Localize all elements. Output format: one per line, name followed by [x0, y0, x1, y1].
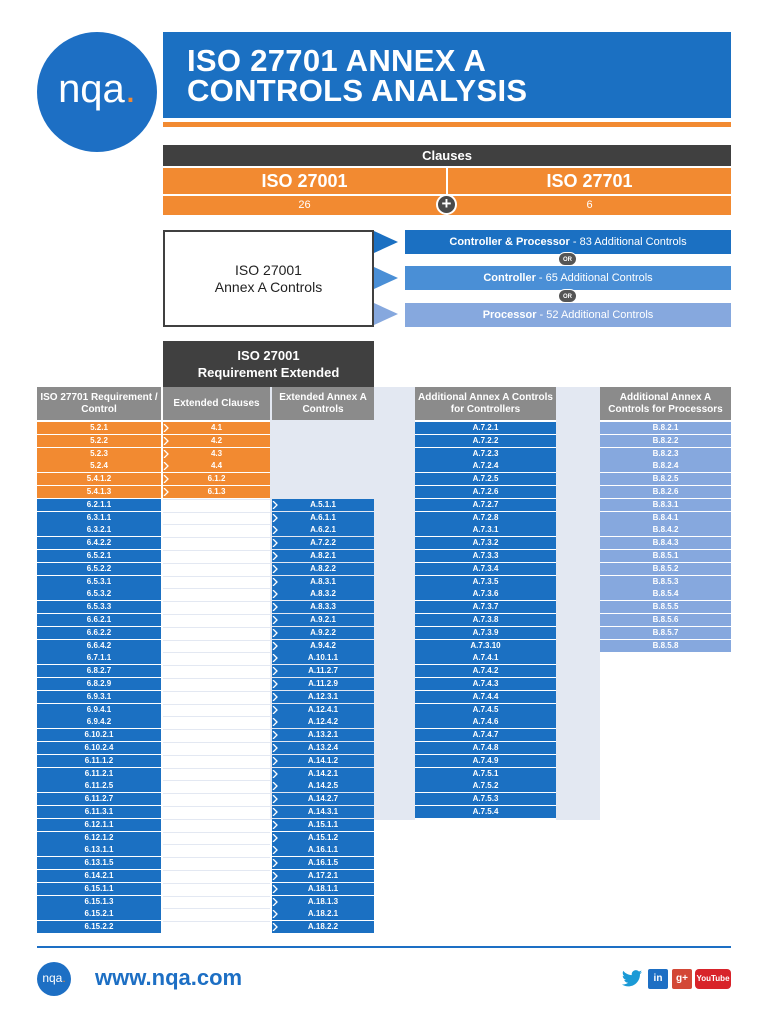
controller-control-cell: A.7.5.1 [415, 768, 556, 780]
requirement-cell: 6.6.2.1 [37, 614, 161, 626]
requirement-cell: 6.6.4.2 [37, 640, 161, 652]
processor-control-cell: B.8.4.3 [600, 537, 731, 549]
extended-annex-cell: A.11.2.7 [272, 665, 374, 677]
chevron-right-icon [272, 731, 278, 739]
extended-annex-cell: A.14.2.7 [272, 793, 374, 805]
option-bold: Controller [483, 272, 536, 284]
empty-clause-cell [163, 908, 270, 920]
chevron-right-icon [272, 821, 278, 829]
chevron-right-icon [272, 667, 278, 675]
website-link[interactable]: www.nqa.com [95, 965, 243, 990]
controller-control-cell: A.7.3.1 [415, 524, 556, 536]
controller-control-cell: A.7.4.4 [415, 691, 556, 703]
footer-divider [37, 946, 731, 948]
empty-clause-cell [163, 537, 270, 549]
chevron-right-icon [163, 488, 169, 496]
requirement-cell: 6.5.3.3 [37, 601, 161, 613]
chevron-right-icon [272, 578, 278, 586]
footer-logo-dot: . [62, 971, 66, 985]
controller-control-cell: A.7.5.4 [415, 806, 556, 818]
requirement-cell: 5.4.1.2 [37, 473, 161, 485]
controller-control-cell: A.7.3.3 [415, 550, 556, 562]
extended-clause-cell: 4.2 [163, 435, 270, 447]
chevron-right-icon [272, 680, 278, 688]
footer-nqa-logo [37, 962, 71, 996]
chevron-right-icon [163, 437, 169, 445]
empty-clause-cell [163, 755, 270, 767]
requirement-cell: 6.5.3.2 [37, 588, 161, 600]
empty-clause-cell [163, 704, 270, 716]
requirement-cell: 6.8.2.7 [37, 665, 161, 677]
title-line-1: ISO 27701 ANNEX A [187, 43, 487, 78]
requirement-cell: 5.2.2 [37, 435, 161, 447]
extended-annex-cell: A.8.3.1 [272, 576, 374, 588]
requirement-cell: 6.11.1.2 [37, 755, 161, 767]
extended-annex-cell: A.8.2.2 [272, 563, 374, 575]
chevron-right-icon [163, 462, 169, 470]
iso27701-label: ISO 27701 [448, 168, 731, 194]
requirement-cell: 6.11.2.1 [37, 768, 161, 780]
controller-control-cell: A.7.3.5 [415, 576, 556, 588]
extended-annex-cell: A.18.2.1 [272, 908, 374, 920]
req-ext-line-2: Requirement Extended [197, 365, 340, 380]
extended-annex-cell: A.12.3.1 [272, 691, 374, 703]
chevron-right-icon [272, 846, 278, 854]
empty-clause-cell [163, 806, 270, 818]
processor-control-cell: B.8.2.5 [600, 473, 731, 485]
requirement-cell: 6.11.2.5 [37, 780, 161, 792]
extended-annex-cell: A.14.1.2 [272, 755, 374, 767]
extended-annex-cell: A.9.2.2 [272, 627, 374, 639]
empty-clause-cell [163, 524, 270, 536]
col-header-extended-clauses: Extended Clauses [163, 387, 270, 420]
chevron-right-icon [163, 424, 169, 432]
extended-annex-cell: A.16.1.5 [272, 857, 374, 869]
processor-control-cell: B.8.4.2 [600, 524, 731, 536]
empty-clause-cell [163, 729, 270, 741]
processor-control-cell: B.8.5.1 [600, 550, 731, 562]
requirement-cell: 6.5.2.1 [37, 550, 161, 562]
controller-control-cell: A.7.4.9 [415, 755, 556, 767]
arrow-icon [374, 231, 398, 253]
requirement-cell: 6.5.2.2 [37, 563, 161, 575]
extended-annex-cell: A.9.2.1 [272, 614, 374, 626]
chevron-right-icon [272, 526, 278, 534]
processor-control-cell: B.8.2.3 [600, 448, 731, 460]
controller-control-cell: A.7.4.3 [415, 678, 556, 690]
extended-clause-cell: 4.3 [163, 448, 270, 460]
controller-control-cell: A.7.5.2 [415, 780, 556, 792]
requirement-cell: 6.9.3.1 [37, 691, 161, 703]
chevron-right-icon [272, 629, 278, 637]
requirement-cell: 6.12.1.2 [37, 832, 161, 844]
annex-box-line-2: Annex A Controls [214, 279, 323, 295]
empty-clause-cell [163, 883, 270, 895]
col-header-controllers: Additional Annex A Controls for Controllers [415, 387, 556, 420]
empty-clause-cell [163, 614, 270, 626]
chevron-right-icon [272, 654, 278, 662]
controller-control-cell: A.7.3.2 [415, 537, 556, 549]
requirement-cell: 6.13.1.5 [37, 857, 161, 869]
extended-annex-cell: A.8.3.2 [272, 588, 374, 600]
chevron-right-icon [272, 706, 278, 714]
requirement-cell: 6.15.1.1 [37, 883, 161, 895]
chevron-right-icon [272, 552, 278, 560]
extended-annex-cell: A.16.1.1 [272, 844, 374, 856]
processor-control-cell: B.8.5.2 [600, 563, 731, 575]
requirement-cell: 6.10.2.4 [37, 742, 161, 754]
twitter-icon[interactable] [621, 969, 643, 989]
controller-control-cell: A.7.3.6 [415, 588, 556, 600]
chevron-right-icon [272, 923, 278, 931]
controller-control-cell: A.7.2.5 [415, 473, 556, 485]
extended-annex-cell: A.14.2.5 [272, 780, 374, 792]
arrow-icon [374, 267, 398, 289]
empty-clause-cell [163, 563, 270, 575]
requirement-cell: 6.2.1.1 [37, 499, 161, 511]
extended-annex-cell: A.18.1.3 [272, 896, 374, 908]
requirement-cell: 6.10.2.1 [37, 729, 161, 741]
empty-clause-cell [163, 588, 270, 600]
iso27001-label: ISO 27001 [163, 168, 446, 194]
extended-annex-cell: A.14.2.1 [272, 768, 374, 780]
controller-control-cell: A.7.3.10 [415, 640, 556, 652]
requirement-cell: 6.15.2.1 [37, 908, 161, 920]
controller-control-cell: A.7.3.7 [415, 601, 556, 613]
empty-clause-cell [163, 742, 270, 754]
extended-clause-cell: 4.4 [163, 460, 270, 472]
or-badge: OR [558, 289, 577, 303]
chevron-right-icon [272, 744, 278, 752]
col-header-requirement: ISO 27701 Requirement / Control [37, 387, 161, 420]
option-text: - 52 Additional Controls [536, 309, 654, 321]
extended-annex-cell: A.8.3.3 [272, 601, 374, 613]
empty-clause-cell [163, 550, 270, 562]
extended-clause-cell: 6.1.2 [163, 473, 270, 485]
nqa-logo [37, 32, 157, 152]
extended-annex-cell: A.11.2.9 [272, 678, 374, 690]
controller-control-cell: A.7.5.3 [415, 793, 556, 805]
iso27001-count: 26 [163, 196, 446, 215]
extended-annex-cell: A.6.1.1 [272, 512, 374, 524]
requirement-cell: 6.4.2.2 [37, 537, 161, 549]
option-bold: Controller & Processor [449, 236, 570, 248]
chevron-right-icon [272, 834, 278, 842]
req-ext-line-1: ISO 27001 [237, 348, 300, 363]
empty-clause-cell [163, 627, 270, 639]
linkedin-icon[interactable]: in [648, 969, 668, 989]
processor-control-cell: B.8.2.2 [600, 435, 731, 447]
footer-logo-text: nqa [42, 971, 63, 985]
controller-control-cell: A.7.3.4 [415, 563, 556, 575]
extended-clause-cell: 4.1 [163, 422, 270, 434]
controller-control-cell: A.7.2.3 [415, 448, 556, 460]
requirement-cell: 6.15.2.2 [37, 921, 161, 933]
controller-control-cell: A.7.2.4 [415, 460, 556, 472]
chevron-right-icon [272, 514, 278, 522]
controller-control-cell: A.7.4.6 [415, 716, 556, 728]
empty-clause-cell [163, 499, 270, 511]
empty-clause-cell [163, 870, 270, 882]
extended-annex-cell: A.7.2.2 [272, 537, 374, 549]
extended-annex-cell: A.9.4.2 [272, 640, 374, 652]
extended-annex-cell: A.14.3.1 [272, 806, 374, 818]
processor-control-cell: B.8.3.1 [600, 499, 731, 511]
controller-control-cell: A.7.4.2 [415, 665, 556, 677]
option-bold: Processor [482, 309, 537, 321]
controller-control-cell: A.7.4.5 [415, 704, 556, 716]
empty-clause-cell [163, 921, 270, 933]
requirement-cell: 6.8.2.9 [37, 678, 161, 690]
controller-control-cell: A.7.2.1 [415, 422, 556, 434]
empty-clause-cell [163, 832, 270, 844]
extended-annex-cell: A.10.1.1 [272, 652, 374, 664]
option-text: - 83 Additional Controls [569, 236, 687, 248]
arrow-icon [374, 303, 398, 325]
extended-annex-cell: A.15.1.2 [272, 832, 374, 844]
plus-icon: + [436, 194, 457, 215]
empty-clause-cell [163, 768, 270, 780]
controller-control-cell: A.7.2.6 [415, 486, 556, 498]
requirement-cell: 6.11.2.7 [37, 793, 161, 805]
requirement-cell: 6.9.4.2 [37, 716, 161, 728]
chevron-right-icon [272, 782, 278, 790]
requirement-cell: 6.12.1.1 [37, 819, 161, 831]
requirement-cell: 6.5.3.1 [37, 576, 161, 588]
extended-annex-cell: A.13.2.1 [272, 729, 374, 741]
requirement-cell: 6.15.1.3 [37, 896, 161, 908]
requirement-cell: 6.7.1.1 [37, 652, 161, 664]
extended-annex-cell: A.6.2.1 [272, 524, 374, 536]
extended-annex-cell: A.5.1.1 [272, 499, 374, 511]
requirement-cell: 6.6.2.2 [37, 627, 161, 639]
chevron-right-icon [272, 795, 278, 803]
empty-clause-cell [163, 640, 270, 652]
chevron-right-icon [272, 718, 278, 726]
processor-control-cell: B.8.2.4 [600, 460, 731, 472]
option-processor [405, 303, 731, 327]
title-banner [163, 32, 731, 118]
extended-annex-cell: A.13.2.4 [272, 742, 374, 754]
chevron-right-icon [163, 475, 169, 483]
empty-clause-cell [163, 576, 270, 588]
chevron-right-icon [272, 859, 278, 867]
processor-control-cell: B.8.5.8 [600, 640, 731, 652]
chevron-right-icon [272, 539, 278, 547]
title-underline [163, 122, 731, 127]
empty-clause-cell [163, 652, 270, 664]
chevron-right-icon [272, 898, 278, 906]
requirement-cell: 6.14.2.1 [37, 870, 161, 882]
chevron-right-icon [272, 872, 278, 880]
processor-control-cell: B.8.4.1 [600, 512, 731, 524]
processor-control-cell: B.8.5.4 [600, 588, 731, 600]
chevron-right-icon [272, 808, 278, 816]
chevron-right-icon [272, 693, 278, 701]
option-controller [405, 266, 731, 290]
chevron-right-icon [163, 450, 169, 458]
chevron-right-icon [272, 910, 278, 918]
extended-annex-cell: A.12.4.1 [272, 704, 374, 716]
annex-box-line-1: ISO 27001 [235, 262, 302, 278]
chevron-right-icon [272, 885, 278, 893]
empty-clause-cell [163, 844, 270, 856]
processor-control-cell: B.8.2.6 [600, 486, 731, 498]
option-controller-processor [405, 230, 731, 254]
processor-control-cell: B.8.5.7 [600, 627, 731, 639]
requirement-cell: 6.9.4.1 [37, 704, 161, 716]
col-header-processors: Additional Annex A Controls for Processors [600, 387, 731, 420]
extended-annex-cell: A.12.4.2 [272, 716, 374, 728]
controller-control-cell: A.7.4.7 [415, 729, 556, 741]
col-header-extended-annex: Extended Annex A Controls [272, 387, 374, 420]
processor-control-cell: B.8.5.6 [600, 614, 731, 626]
requirement-cell: 6.3.2.1 [37, 524, 161, 536]
controller-control-cell: A.7.4.8 [415, 742, 556, 754]
logo-text: nqa [58, 66, 125, 111]
chevron-right-icon [272, 501, 278, 509]
chevron-right-icon [272, 757, 278, 765]
processor-control-cell: B.8.5.3 [600, 576, 731, 588]
empty-clause-cell [163, 716, 270, 728]
controller-control-cell: A.7.2.7 [415, 499, 556, 511]
requirement-cell: 6.11.3.1 [37, 806, 161, 818]
column-background [556, 387, 600, 820]
extended-annex-cell: A.17.2.1 [272, 870, 374, 882]
empty-clause-cell [163, 665, 270, 677]
controller-control-cell: A.7.3.8 [415, 614, 556, 626]
extended-annex-cell: A.15.1.1 [272, 819, 374, 831]
requirement-cell: 6.3.1.1 [37, 512, 161, 524]
logo-dot: . [124, 66, 136, 111]
iso27701-count: 6 [448, 196, 731, 215]
chevron-right-icon [272, 642, 278, 650]
chevron-right-icon [272, 616, 278, 624]
chevron-right-icon [272, 565, 278, 573]
option-text: - 65 Additional Controls [535, 272, 653, 284]
controller-control-cell: A.7.4.1 [415, 652, 556, 664]
processor-control-cell: B.8.5.5 [600, 601, 731, 613]
annex-a-controls-box [163, 230, 374, 327]
extended-annex-cell: A.18.2.2 [272, 921, 374, 933]
empty-clause-cell [163, 819, 270, 831]
chevron-right-icon [272, 770, 278, 778]
extended-annex-cell: A.8.2.1 [272, 550, 374, 562]
empty-clause-cell [163, 678, 270, 690]
extended-clause-cell: 6.1.3 [163, 486, 270, 498]
clauses-heading: Clauses [163, 145, 731, 166]
requirement-cell: 5.2.3 [37, 448, 161, 460]
empty-clause-cell [163, 896, 270, 908]
requirement-cell: 5.4.1.3 [37, 486, 161, 498]
empty-clause-cell [163, 793, 270, 805]
empty-clause-cell [163, 780, 270, 792]
chevron-right-icon [272, 603, 278, 611]
controller-control-cell: A.7.2.2 [415, 435, 556, 447]
extended-annex-cell: A.18.1.1 [272, 883, 374, 895]
or-badge: OR [558, 252, 577, 266]
requirement-extended-heading [163, 341, 374, 387]
title-line-2: CONTROLS ANALYSIS [187, 73, 528, 108]
requirement-cell: 5.2.1 [37, 422, 161, 434]
google-plus-icon[interactable]: g+ [672, 969, 692, 989]
empty-clause-cell [163, 691, 270, 703]
processor-control-cell: B.8.2.1 [600, 422, 731, 434]
empty-clause-cell [163, 857, 270, 869]
requirement-cell: 5.2.4 [37, 460, 161, 472]
youtube-icon[interactable]: YouTube [695, 969, 731, 989]
controller-control-cell: A.7.3.9 [415, 627, 556, 639]
empty-clause-cell [163, 512, 270, 524]
chevron-right-icon [272, 590, 278, 598]
requirement-cell: 6.13.1.1 [37, 844, 161, 856]
controller-control-cell: A.7.2.8 [415, 512, 556, 524]
column-background [375, 387, 415, 820]
empty-clause-cell [163, 601, 270, 613]
